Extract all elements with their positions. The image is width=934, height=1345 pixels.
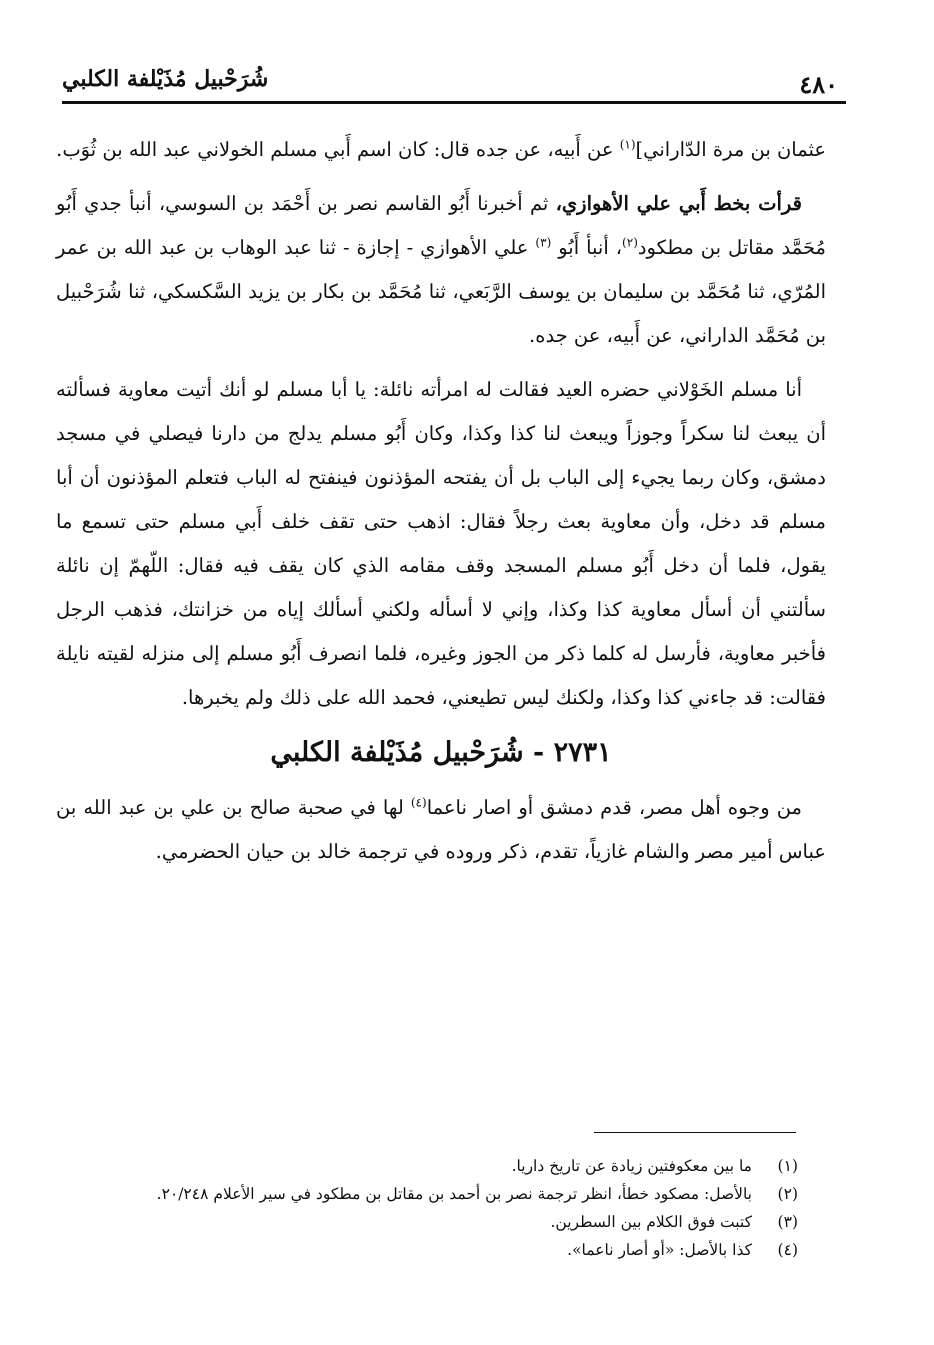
- footnotes: [64, 1152, 798, 1264]
- footnote-text: بالأصل: مصكود خطأ، انظر ترجمة نصر بن أحمد بن مقاتل بن مطكود في سير الأعلام ٢٠/٢٤٨.: [156, 1185, 752, 1203]
- footnote-ref-1[interactable]: (١): [619, 137, 636, 152]
- footnote-text: كتبت فوق الكلام بين السطرين.: [550, 1213, 752, 1231]
- footnote-number: (٢): [777, 1185, 798, 1203]
- footnote: [64, 1152, 798, 1180]
- paragraph-4-text: من وجوه أهل مصر، قدم دمشق أو اصار ناعما: [426, 796, 802, 819]
- paragraph-3-text: أنا مسلم الخَوْلاني حضره العيد فقالت له امرأته نائلة: يا أبا مسلم لو أنك أتيت معاوية فسألته أن يبعث لنا سكراً وجوزاً ويبعث لنا كذا وكذا، وكان أَبُو مسلم يدلج من دارنا فيصلي في مسجد دمشق، وكان ربما يجيء إلى الباب بل أن يفتحه المؤذنون فينفتح له الباب فتعلم المؤذنون أن أبا مسلم قد دخل، وأن معاوية بعث رجلاً فقال: اذهب حتى تقف خلف أَبي مسلم حتى تسمع ما يقول، فلما أن دخل أَبُو مسلم المسجد وقف مقامه الذي كان يقف فيه فقال: اللّهمّ إن نائلة سألتني أن أسأل معاوية كذا وكذا، وإني لا أسأله ولكني أسألك إياه من خزانتك، فذهب الرجل فأخبر معاوية، فأرسل له كلما ذكر من الجوز وغيره، فلما انصرف أَبُو مسلم إلى منزله لقيته نايلة فقالت: قد جاءني كذا وكذا، ولكنك ليس تطيعني، فحمد الله على ذلك ولم يخبرها.: [56, 378, 826, 709]
- footnote-ref-2[interactable]: (٢): [622, 235, 638, 250]
- footnote-text: ما بين معكوفتين زيادة عن تاريخ داريا.: [511, 1157, 752, 1175]
- paragraph-4: [56, 786, 826, 874]
- footnote-number: (٤): [777, 1241, 798, 1259]
- page-number: ٤٨٠: [799, 70, 838, 99]
- footnote-ref-3[interactable]: (٣): [535, 235, 552, 250]
- footnote-rule: [594, 1132, 796, 1133]
- paragraph-3: [56, 368, 826, 720]
- footnote: [64, 1236, 798, 1264]
- footnote-number: (٣): [777, 1213, 798, 1231]
- entry-heading: ٢٧٣١ - شُرَحْبيل مُذَيْلفة الكلبي: [270, 737, 612, 768]
- paragraph-2-lead: قرأت بخط أَبي علي الأهوازي،: [555, 192, 803, 215]
- header-rule: [62, 101, 846, 104]
- running-header: [62, 62, 844, 100]
- paragraph-4-text-after: لها في صحبة صالح بن علي بن عبد الله بن عباس أمير مصر والشام غازياً، تقدم، ذكر وروده في ترجمة خالد بن حيان الحضرمي.: [56, 796, 826, 863]
- paragraph-2-text-mid: ، أنبأ أَبُو: [551, 236, 623, 259]
- paragraph-1-text-after: عن أَبيه، عن جده قال: كان اسم أَبي مسلم الخولاني عبد الله بن ثُوَب.: [56, 138, 620, 161]
- footnote: [64, 1180, 798, 1208]
- paragraph-2-text-after: علي الأهوازي - إجازة - ثنا عبد الوهاب بن عبد الله بن عمر المُرّي، ثنا مُحَمَّد بن سليمان بن يوسف الرَّبَعي، ثنا مُحَمَّد بن بكار بن يزيد السَّكسكي، ثنا شُرَحْبيل بن مُحَمَّد الداراني، عن أَبيه، عن جده.: [56, 236, 826, 347]
- footnote: [64, 1208, 798, 1236]
- paragraph-2: [56, 182, 826, 358]
- footnote-number: (١): [777, 1157, 798, 1175]
- paragraph-1-text: عثمان بن مرة الدّاراني]: [635, 138, 826, 161]
- main-text: [56, 128, 826, 884]
- paragraph-1: [56, 128, 826, 172]
- running-title: شُرَحْبيل مُذَيْلفة الكلبي: [62, 66, 269, 92]
- footnote-ref-4[interactable]: (٤): [410, 795, 427, 810]
- footnote-text: كذا بالأصل: «أو أصار ناعما».: [567, 1241, 752, 1259]
- paragraph-2-text: ثم أخبرنا أَبُو القاسم نصر بن أَحْمَد بن السوسي، أنبأ جدي أَبُو مُحَمَّد مقاتل بن مطكود: [56, 192, 827, 259]
